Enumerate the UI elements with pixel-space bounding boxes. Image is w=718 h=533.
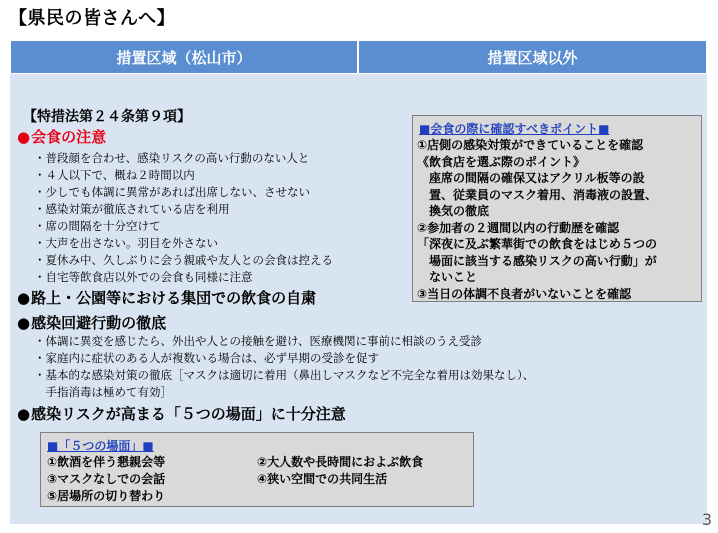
bullet-dot-icon: ● bbox=[17, 289, 31, 307]
list-item: ・席の間隔を十分空けて bbox=[34, 219, 161, 233]
page-title: 【県民の皆さんへ】 bbox=[9, 8, 176, 29]
header-measure-area: 措置区域（松山市） bbox=[10, 40, 358, 74]
list-item: ・家庭内に症状のある人が複数いる場合は、必ず早期の受診を促す bbox=[34, 351, 379, 365]
checkpoint-line: 「深夜に及ぶ繁華街での飲食をはじめ５つの bbox=[417, 237, 658, 251]
five-scenes-box bbox=[40, 432, 474, 507]
list-item: ・普段顔を合わせ、感染リスクの高い行動のない人と bbox=[34, 151, 310, 165]
bullet-dot-icon: ● bbox=[17, 314, 31, 332]
list-item: ・自宅等飲食店以外での会食も同様に注意 bbox=[34, 270, 253, 284]
scene-item: ③マスクなしでの会話 bbox=[47, 472, 166, 486]
list-item: ・４人以下で、概ね２時間以内 bbox=[34, 168, 195, 182]
list-item: ・基本的な感染対策の徹底［マスクは適切に着用（鼻出しマスクなど不完全な着用は効果なし）、 bbox=[34, 368, 535, 382]
checkpoint-line: 置、従業員のマスク着用、消毒液の設置、 bbox=[417, 187, 658, 202]
checkpoint-line: ①店側の感染対策ができていることを確認 bbox=[417, 138, 644, 152]
scene-item: ②大人数や長時間におよぶ飲食 bbox=[257, 455, 424, 469]
section-avoid bbox=[17, 312, 166, 333]
checkpoint-heading: ■会食の際に確認すべきポイント■ bbox=[419, 122, 610, 136]
list-item: ・感染対策が徹底されている店を利用 bbox=[34, 202, 230, 216]
section-outdoor-label: 路上・公園等における集団での飲食の自粛 bbox=[31, 289, 317, 307]
bullet-dot-icon: ● bbox=[17, 405, 31, 423]
section-outdoor bbox=[17, 287, 316, 308]
scene-item: ④狭い空間での共同生活 bbox=[257, 472, 388, 486]
checkpoint-line: 場面に該当する感染リスクの高い行動」が bbox=[417, 253, 657, 268]
law-reference: 【特措法第２４条第９項】 bbox=[23, 109, 191, 125]
section-five-scenes bbox=[17, 403, 346, 424]
bullet-dot-icon: ● bbox=[17, 128, 31, 146]
avoid-bullets bbox=[34, 333, 534, 401]
checkpoint-line: ②参加者の２週間以内の行動歴を確認 bbox=[417, 220, 620, 235]
section-dining bbox=[17, 126, 106, 147]
checkpoint-line: 換気の徹底 bbox=[417, 204, 490, 218]
checkpoint-line: ③当日の体調不良者がいないことを確認 bbox=[417, 286, 632, 301]
dining-bullets bbox=[34, 150, 333, 286]
section-five-scenes-label: 感染リスクが高まる「５つの場面」に十分注意 bbox=[31, 405, 346, 423]
five-scenes-heading: ■「５つの場面」■ bbox=[47, 439, 154, 453]
list-item: ・少しでも体調に異常があれば出席しない、させない bbox=[34, 185, 310, 199]
checkpoint-line: ないこと bbox=[417, 270, 478, 284]
checkpoint-line: 座席の間隔の確保又はアクリル板等の設 bbox=[417, 171, 645, 185]
list-item: ・夏休み中、久しぶりに会う親戚や友人との会食は控える bbox=[34, 253, 333, 267]
scene-item: ⑤居場所の切り替わり bbox=[47, 489, 166, 503]
checkpoint-line: 《飲食店を選ぶ際のポイント》 bbox=[417, 154, 586, 169]
scene-item: ①飲酒を伴う懇親会等 bbox=[47, 455, 166, 469]
table-header bbox=[10, 40, 707, 74]
section-avoid-label: 感染回避行動の徹底 bbox=[31, 314, 167, 332]
list-item: ・体調に異変を感じたら、外出や人との接触を避け、医療機関に事前に相談のうえ受診 bbox=[34, 334, 483, 348]
checkpoint-box bbox=[412, 115, 702, 302]
list-item: 手指消毒は極めて有効］ bbox=[34, 385, 172, 399]
header-outside-area: 措置区域以外 bbox=[358, 40, 707, 74]
section-dining-label: 会食の注意 bbox=[31, 128, 107, 146]
page-number: 3 bbox=[701, 510, 712, 529]
list-item: ・大声を出さない。羽目を外さない bbox=[34, 236, 218, 250]
